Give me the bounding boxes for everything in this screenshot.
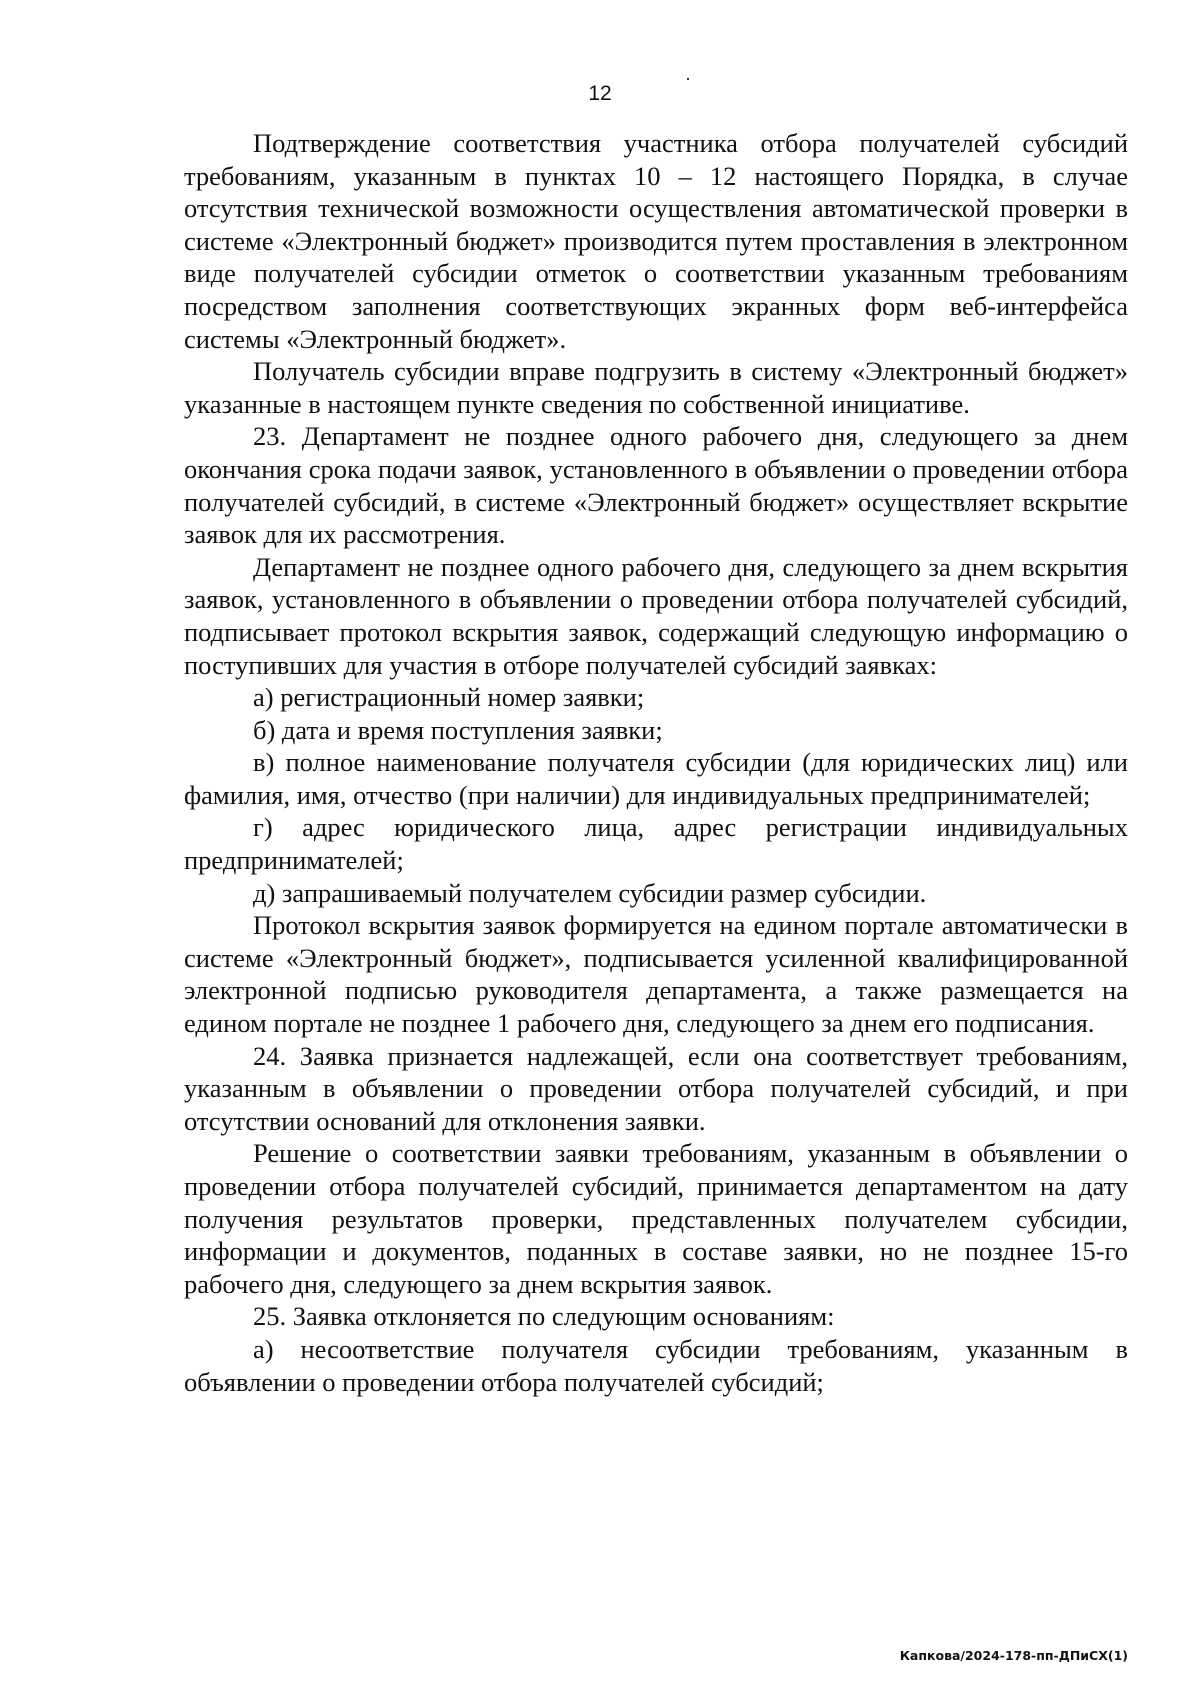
paragraph-item-23: 23. Департамент не позднее одного рабочего дня, следующего за днем окончания срока подачи заявок, установленного в объявлении о проведении отбора получателей субсидий, в системе «Электронный бюджет» осуществляет вскрытие заявок для их рассмотрения. [184,421,1128,550]
paragraph: Протокол вскрытия заявок формируется на едином портале автоматически в системе «Электронный бюджет», подписывается усиленной квалифицированной электронной подписью руководителя департамента, а также размещается на едином портале не позднее 1 рабочего дня, следующего за днем его подписания. [184,910,1128,1039]
list-item: г) адрес юридического лица, адрес регистрации индивидуальных предпринимателей; [184,812,1128,876]
paragraph: Подтверждение соответствия участника отбора получателей субсидий требованиям, указанным в пунктах 10 – 12 настоящего Порядка, в случае отсутствия технической возможности осуществления автоматической проверки в системе «Электронный бюджет» производится путем проставления в электронном виде получателей субсидии отметок о соответствии указанным требованиям посредством заполнения соответствующих экранных форм веб-интерфейса системы «Электронный бюджет». [184,128,1128,354]
page-number: 12 [588,82,612,105]
list-item: а) несоответствие получателя субсидии требованиям, указанным в объявлении о проведении отбора получателей субсидий; [184,1333,1128,1397]
list-item: а) регистрационный номер заявки; [253,682,645,713]
list-item: б) дата и время поступления заявки; [253,714,663,745]
document-body [184,127,1128,1398]
paragraph-item-25: 25. Заявка отклоняется по следующим основаниям: [253,1301,835,1332]
document-code: Капкова/2024-178-пп-ДПиСХ(1) [899,1648,1128,1663]
list-item: в) полное наименование получателя субсидии (для юридических лиц) или фамилия, имя, отчество (при наличии) для индивидуальных предпринимателей; [184,747,1128,810]
paragraph-item-24: 24. Заявка признается надлежащей, если она соответствует требованиям, указанным в объявлении о проведении отбора получателей субсидий, и при отсутствии оснований для отклонения заявки. [184,1040,1128,1136]
paragraph: Департамент не позднее одного рабочего дня, следующего за днем вскрытия заявок, установленного в объявлении о проведении отбора получателей субсидий, подписывает протокол вскрытия заявок, содержащий следующую информацию о поступивших для участия в отборе получателей субсидий заявках: [184,551,1128,680]
paragraph: Получатель субсидии вправе подгрузить в систему «Электронный бюджет» указанные в настоящем пункте сведения по собственной инициативе. [184,356,1128,419]
scan-speck [687,78,689,80]
list-item: д) запрашиваемый получателем субсидии размер субсидии. [253,877,927,908]
paragraph: Решение о соответствии заявки требованиям, указанным в объявлении о проведении отбора получателей субсидий, принимается департаментом на дату получения результатов проверки, представленных получателем субсидии, информации и документов, поданных в составе заявки, но не позднее 15-го рабочего дня, следующего за днем вскрытия заявок. [184,1138,1128,1299]
